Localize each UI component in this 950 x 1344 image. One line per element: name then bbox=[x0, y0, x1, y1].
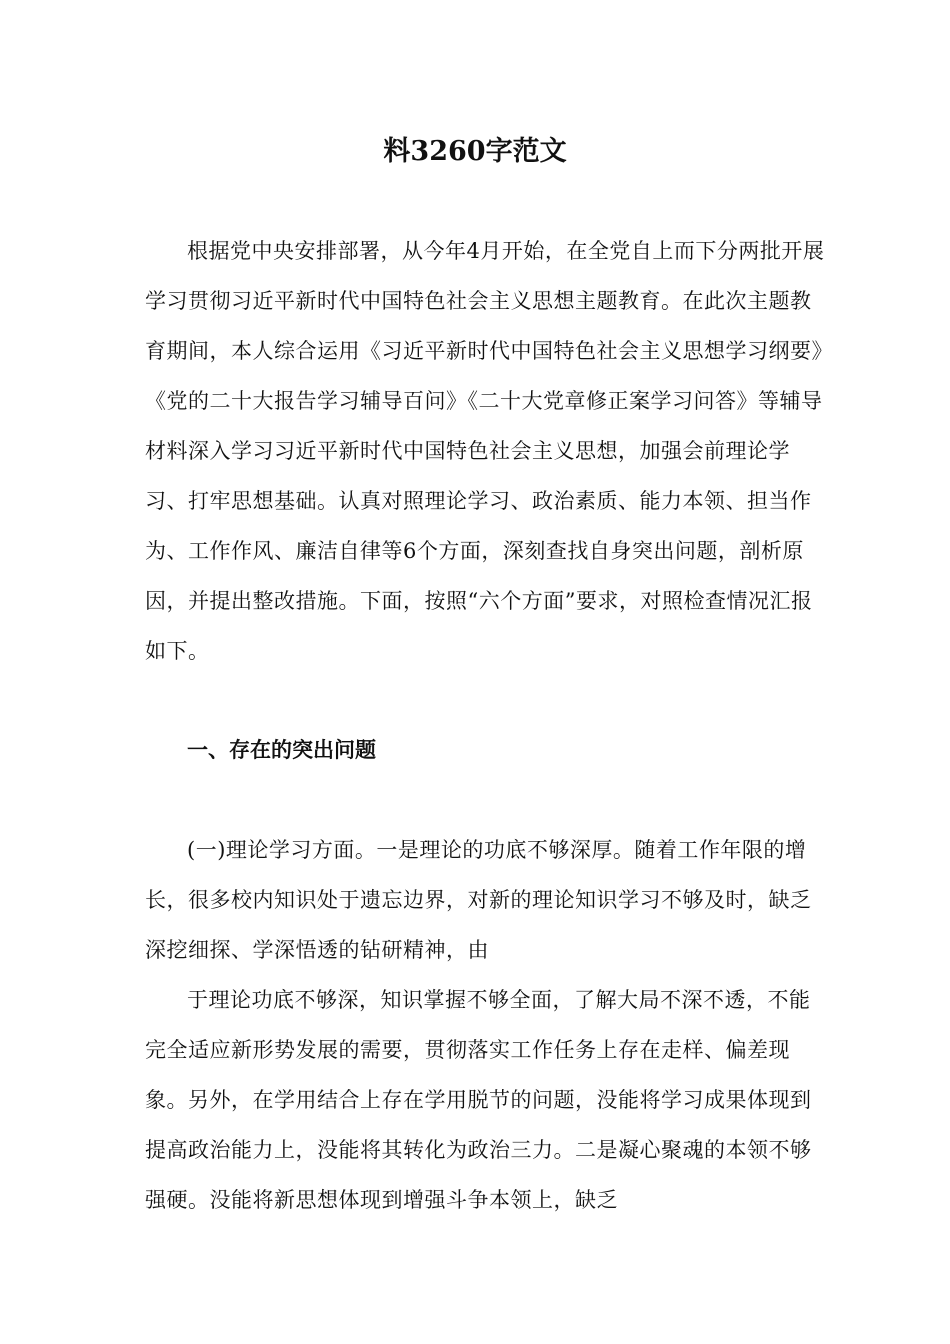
body-paragraph: (一)理论学习方面。一是理论的功底不够深厚。随着工作年限的增长，很多校内知识处于遗忘边界，对新的理论知识学习不够及时，缺乏深挖细探、学深悟透的钻研精神，由 bbox=[145, 838, 812, 962]
document-title: 料3260字范文 bbox=[383, 136, 567, 167]
section-heading: 一、存在的突出问题 bbox=[187, 737, 376, 762]
body-paragraph-continued: 于理论功底不够深，知识掌握不够全面，了解大局不深不透，不能完全适应新形势发展的需要，贯彻落实工作任务上存在走样、偏差现象。另外，在学用结合上存在学用脱节的问题，没能将学习成果体现到提高政治能力上，没能将其转化为政治三力。二是凝心聚魂的本领不够强硬。没能将新思想体现到增强斗争本领上，缺乏 bbox=[145, 988, 812, 1212]
intro-paragraph: 根据党中央安排部署，从今年4月开始，在全党自上而下分两批开展学习贯彻习近平新时代中国特色社会主义思想主题教育。在此次主题教育期间，本人综合运用《习近平新时代中国特色社会主义思想学习纲要》《党的二十大报告学习辅导百问》《二十大党章修正案学习问答》等辅导材料深入学习习近平新时代中国特色社会主义思想，加强会前理论学习、打牢思想基础。认真对照理论学习、政治素质、能力本领、担当作为、工作作风、廉洁自律等6个方面，深刻查找自身突出问题，剖析原因，并提出整改措施。下面，按照“六个方面”要求，对照检查情况汇报如下。 bbox=[145, 239, 825, 663]
